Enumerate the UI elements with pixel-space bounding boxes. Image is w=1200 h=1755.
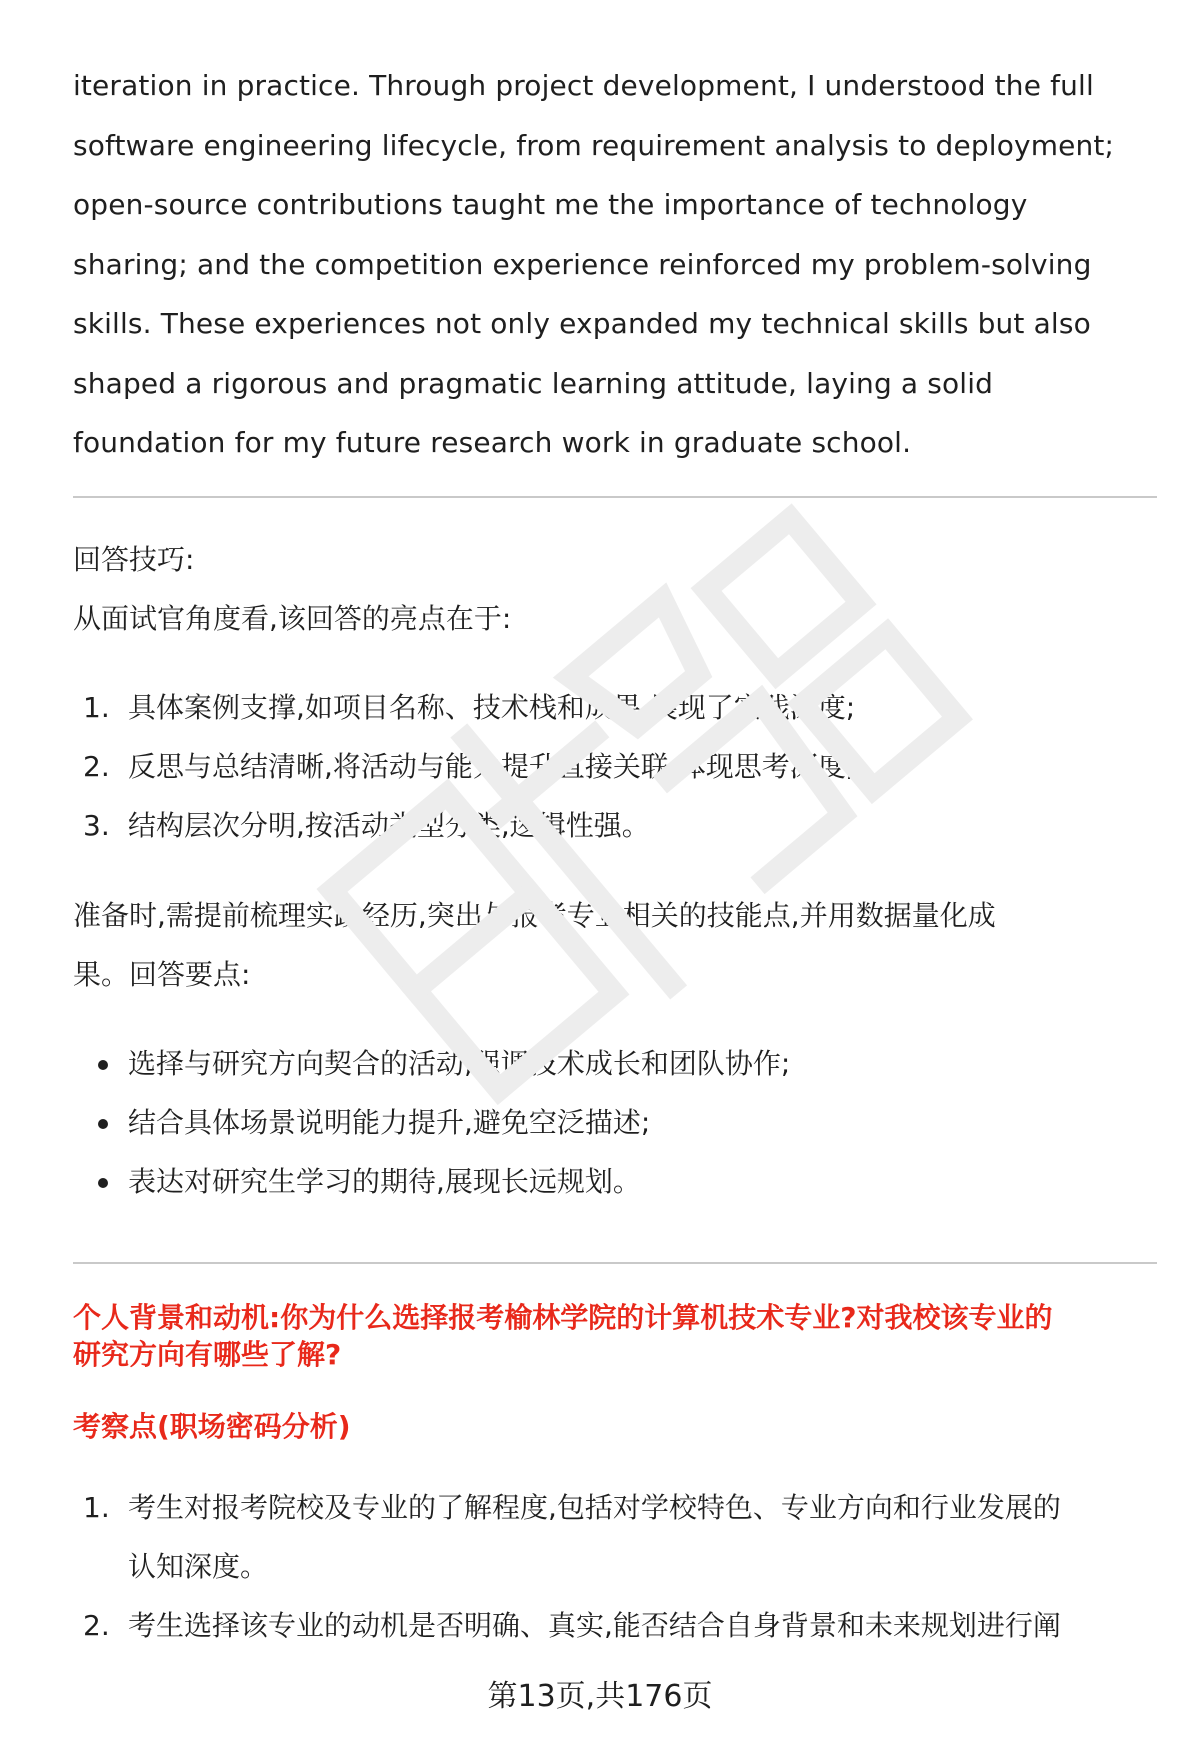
bullet-icon: [98, 1119, 108, 1129]
intro-line: skills. These experiences not only expanded my technical skills but also: [73, 307, 1091, 340]
list-number: 3.: [83, 809, 110, 842]
list-number: 1.: [83, 691, 110, 724]
intro-line: shaped a rigorous and pragmatic learning attitude, laying a solid: [73, 366, 994, 400]
intro-line: open-source contributions taught me the importance of technology: [73, 188, 1028, 221]
document-page: [73, 0, 1157, 1642]
section-divider: [73, 496, 1157, 498]
intro-line: iteration in practice. Through project development, I understood the full: [73, 69, 1094, 102]
list-number: 2.: [83, 1609, 110, 1642]
intro-line: sharing; and the competition experience reinforced my problem-solving: [73, 247, 1092, 281]
tips-intro: 从面试官角度看,该回答的亮点在于:: [73, 602, 512, 635]
tips-label: 回答技巧:: [73, 543, 195, 576]
page-footer: 第13页,共176页: [487, 1679, 713, 1714]
list-text: 结构层次分明,按活动类型分类,逻辑性强。: [128, 809, 650, 842]
list-text: 选择与研究方向契合的活动,强调技术成长和团队协作;: [128, 1047, 791, 1080]
question-title-line: 研究方向有哪些了解?: [73, 1338, 342, 1371]
bullet-icon: [98, 1178, 108, 1188]
intro-line: foundation for my future research work in graduate school.: [73, 426, 912, 459]
list-text: 反思与总结清晰,将活动与能力提升直接关联,体现思考深度;: [128, 750, 856, 783]
section-divider: [73, 1262, 1157, 1264]
list-text: 考生对报考院校及专业的了解程度,包括对学校特色、专业方向和行业发展的: [128, 1491, 1061, 1524]
list-number: 1.: [83, 1491, 110, 1524]
prep-line: 果。回答要点:: [73, 958, 251, 991]
list-text: 认知深度。: [128, 1550, 269, 1583]
section-heading: 考察点(职场密码分析): [73, 1410, 351, 1443]
list-text: 考生选择该专业的动机是否明确、真实,能否结合自身背景和未来规划进行阐: [128, 1609, 1061, 1642]
intro-paragraph: [73, 0, 1157, 473]
question-title-line: 个人背景和动机:你为什么选择报考榆林学院的计算机技术专业?对我校该专业的: [73, 1301, 1053, 1334]
bullet-icon: [98, 1060, 108, 1070]
list-text: 表达对研究生学习的期待,展现长远规划。: [128, 1165, 641, 1198]
list-text: 具体案例支撑,如项目名称、技术栈和成果,展现了实践深度;: [128, 691, 856, 724]
list-number: 2.: [83, 750, 110, 783]
intro-line: software engineering lifecycle, from requirement analysis to deployment;: [73, 128, 1115, 162]
list-text: 结合具体场景说明能力提升,避免空泛描述;: [128, 1106, 651, 1139]
prep-line: 准备时,需提前梳理实践经历,突出与报考专业相关的技能点,并用数据量化成: [73, 899, 996, 932]
